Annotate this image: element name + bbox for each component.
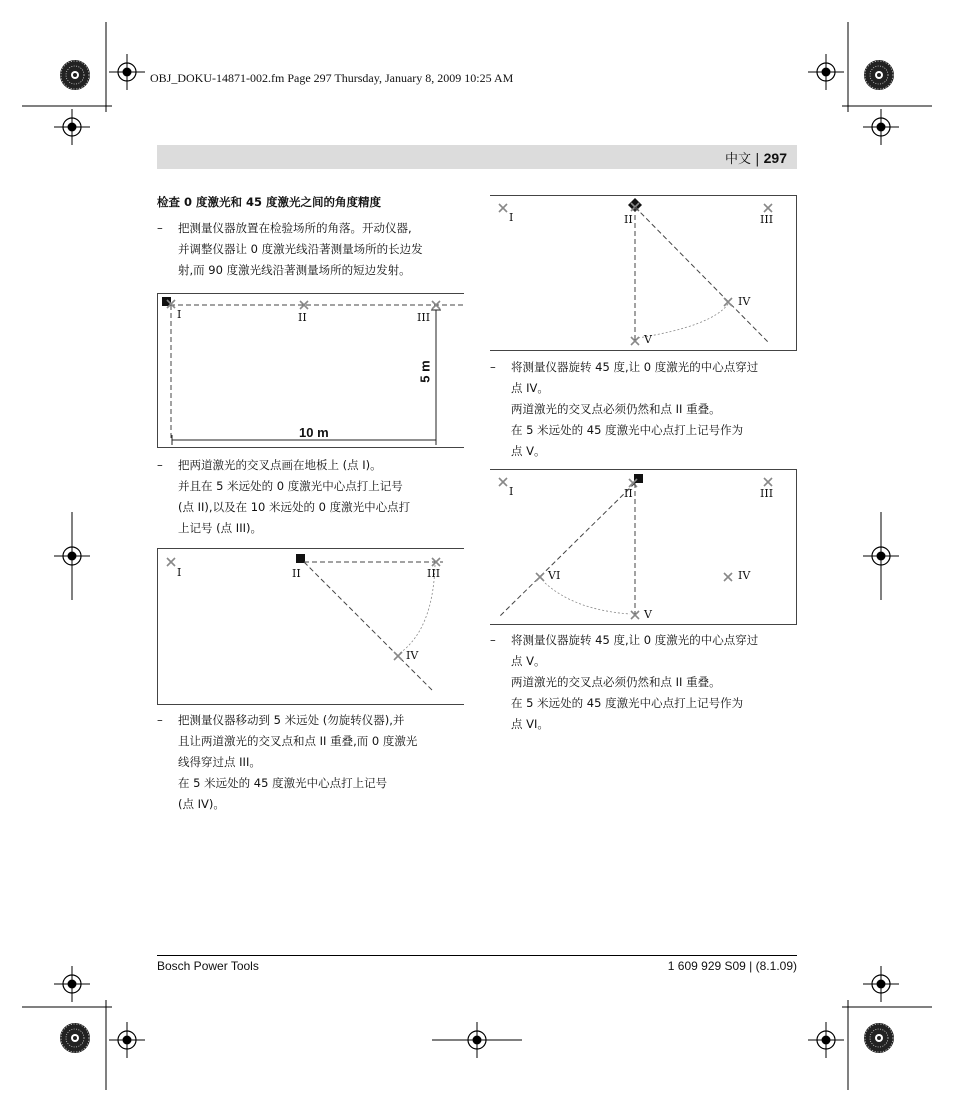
step-5-line: 两道激光的交叉点必须仍然和点 II 重叠。 (511, 675, 721, 689)
label-III: III (417, 311, 431, 324)
device-square (296, 554, 305, 563)
label-III: III (760, 213, 774, 226)
step-5-line: 点 VI。 (511, 717, 549, 731)
header-language: 中文 (724, 152, 751, 167)
list-dash: – (157, 458, 163, 472)
step-2-line: (点 II),以及在 10 米远处的 0 度激光中心点打 (178, 500, 411, 514)
step-2-line: 把两道激光的交叉点画在地板上 (点 I)。 (178, 458, 382, 472)
mark-cross-VI (536, 573, 544, 581)
step-2-line: 并且在 5 米远处的 0 度激光中心点打上记号 (178, 479, 403, 493)
step-4-line: 点 IV。 (511, 381, 549, 395)
label-IV: IV (738, 569, 751, 582)
step-5-line: 将测量仪器旋转 45 度,让 0 度激光的中心点穿过 (511, 633, 759, 647)
step-5 (490, 630, 800, 735)
list-dash: – (490, 360, 496, 374)
step-2 (157, 455, 467, 539)
step-1-line: 把测量仪器放置在检验场所的角落。开动仪器, (178, 221, 412, 235)
step-4-line: 点 V。 (511, 444, 546, 458)
label-I: I (177, 308, 182, 321)
step-4-line: 在 5 米远处的 45 度激光中心点打上记号作为 (511, 423, 744, 437)
print-slug: OBJ_DOKU-14871-002.fm Page 297 Thursday, January 8, 2009 10:25 AM (150, 71, 514, 85)
step-1 (157, 218, 467, 281)
mark-cross-I (499, 478, 507, 486)
label-I: I (177, 566, 182, 579)
label-VI: VI (548, 569, 561, 582)
footer-rule (157, 955, 797, 956)
mark-cross-I (499, 204, 507, 212)
mark-cross-III (764, 478, 772, 486)
header-separator: | (755, 152, 760, 167)
dimension-5m: 5 m (417, 360, 433, 383)
label-III: III (760, 487, 774, 500)
list-dash: – (157, 221, 163, 235)
mark-cross-IV (724, 298, 732, 306)
label-III: III (427, 567, 441, 580)
step-3-line: 且让两道激光的交叉点和点 II 重叠,而 0 度激光 (178, 734, 418, 748)
label-II: II (624, 213, 633, 226)
label-IV: IV (738, 295, 751, 308)
label-I: I (509, 485, 514, 498)
label-II: II (624, 487, 633, 500)
label-V: V (644, 608, 652, 621)
laser-line-45deg (304, 562, 433, 691)
figure-1 (157, 293, 464, 448)
step-3-line: 在 5 米远处的 45 度激光中心点打上记号 (178, 776, 388, 790)
mark-cross-I (167, 558, 175, 566)
figure-3 (490, 195, 797, 351)
footer-left: Bosch Power Tools (157, 959, 259, 973)
list-dash: – (157, 713, 163, 727)
step-3-line: (点 IV)。 (178, 797, 225, 811)
step-3 (157, 710, 467, 815)
step-3-line: 线得穿过点 III。 (178, 755, 261, 769)
page-header (725, 148, 787, 167)
label-IV: IV (406, 649, 419, 662)
label-II: II (292, 567, 301, 580)
mark-cross-IV (724, 573, 732, 581)
mark-cross-IV (394, 652, 402, 660)
footer-right: 1 609 929 S09 | (8.1.09) (667, 959, 797, 973)
page-number: 297 (763, 150, 787, 166)
step-3-line: 把测量仪器移动到 5 米远处 (勿旋转仪器),并 (178, 713, 405, 727)
label-I: I (509, 211, 514, 224)
label-V: V (644, 333, 652, 346)
arc-trace (545, 583, 630, 614)
section-title: 检查 0 度激光和 45 度激光之间的角度精度 (157, 195, 382, 209)
step-2-line: 上记号 (点 III)。 (178, 521, 262, 535)
step-5-line: 点 V。 (511, 654, 546, 668)
list-dash: – (490, 633, 496, 647)
step-1-line: 并调整仪器让 0 度激光线沿著测量场所的长边发 (178, 242, 423, 256)
step-1-line: 射,而 90 度激光线沿著测量场所的短边发射。 (178, 263, 411, 277)
step-4 (490, 357, 800, 462)
dimension-10m: 10 m (299, 425, 329, 440)
laser-line-45deg (500, 483, 635, 616)
mark-cross-III (764, 204, 772, 212)
label-II: II (298, 311, 307, 324)
figure-2 (157, 548, 464, 705)
step-4-line: 将测量仪器旋转 45 度,让 0 度激光的中心点穿过 (511, 360, 759, 374)
step-4-line: 两道激光的交叉点必须仍然和点 II 重叠。 (511, 402, 721, 416)
step-5-line: 在 5 米远处的 45 度激光中心点打上记号作为 (511, 696, 744, 710)
header-bar (157, 145, 797, 169)
figure-4 (490, 469, 797, 625)
